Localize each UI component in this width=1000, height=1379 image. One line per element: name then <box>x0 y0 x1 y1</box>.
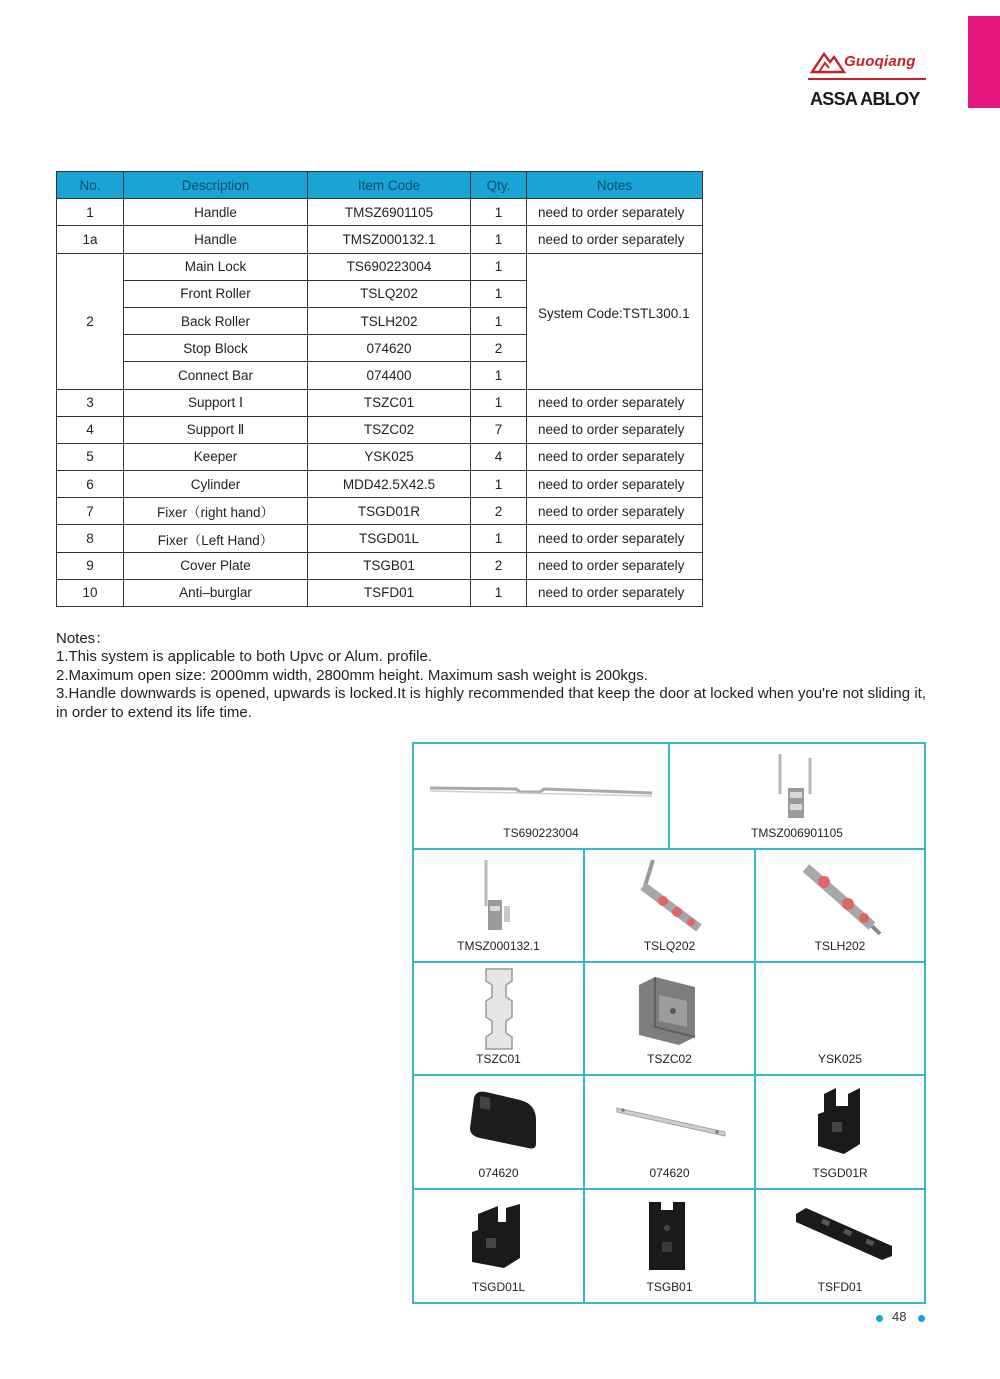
stop-block-icon <box>466 1088 542 1154</box>
brand-mark-icon <box>810 50 846 74</box>
roller-icon <box>798 860 888 938</box>
header-no: No. <box>57 172 124 199</box>
parts-gallery <box>412 742 926 1304</box>
fixer-icon <box>814 1084 868 1158</box>
table-row: Stop Block 074620 2 <box>57 335 703 362</box>
anti-burglar-icon <box>792 1204 896 1262</box>
gallery-cell: TMSZ006901105 <box>669 743 925 849</box>
gallery-cell: TSLQ202 <box>584 849 755 962</box>
table-row: 9 Cover Plate TSGB01 2 need to order separately <box>57 552 703 579</box>
header-qty: Qty. <box>471 172 527 199</box>
support-icon <box>482 967 516 1051</box>
table-row: Connect Bar 074400 1 <box>57 362 703 389</box>
brand-name: Guoqiang <box>844 53 916 70</box>
gallery-cell: 074620 <box>413 1075 584 1189</box>
page-number <box>874 1308 930 1328</box>
connect-bar-icon <box>613 1102 729 1140</box>
note-line: 1.This system is applicable to both Upvc or Alum. profile. <box>56 648 432 666</box>
brand-logo <box>806 46 930 112</box>
header-description: Description <box>124 172 308 199</box>
gallery-cell: TSGD01R <box>755 1075 925 1189</box>
handle-icon <box>774 748 820 828</box>
gallery-cell: TMSZ000132.1 <box>413 849 584 962</box>
handle-icon <box>474 856 518 934</box>
table-row: 5 Keeper YSK025 4 need to order separately <box>57 443 703 470</box>
page-dot-left <box>876 1315 883 1322</box>
notes-section <box>56 630 926 722</box>
lock-bar-icon <box>428 780 656 804</box>
table-row: 4 Support Ⅱ TSZC02 7 need to order separately <box>57 416 703 443</box>
table-row: 1a Handle TMSZ000132.1 1 need to order separately <box>57 226 703 253</box>
table-row: 1 Handle TMSZ6901105 1 need to order separately <box>57 199 703 226</box>
note-line: 3.Handle downwards is opened, upwards is locked.It is highly recommended that keep the door at locked when you're not sliding it, in order to extend its life time. <box>56 685 926 721</box>
brand-sub: ASSA ABLOY <box>810 89 920 109</box>
table-row: Back Roller TSLH202 1 <box>57 307 703 334</box>
table-row: 10 Anti–burglar TSFD01 1 need to order separately <box>57 579 703 606</box>
gallery-cell: YSK025 <box>755 962 925 1075</box>
gallery-cell: TSLH202 <box>755 849 925 962</box>
gallery-cell: TSGB01 <box>584 1189 755 1303</box>
table-row: 7 Fixer（right hand） TSGD01R 2 need to order separately <box>57 498 703 525</box>
parts-table <box>56 171 703 607</box>
roller-icon <box>633 856 709 936</box>
gallery-cell: TSZC02 <box>584 962 755 1075</box>
cover-plate-icon <box>645 1198 689 1274</box>
gallery-cell: TS690223004 <box>413 743 669 849</box>
table-row: Front Roller TSLQ202 1 <box>57 280 703 307</box>
gallery-cell: 074620 <box>584 1075 755 1189</box>
header-notes: Notes <box>527 172 703 199</box>
gallery-cell: TSGD01L <box>413 1189 584 1303</box>
bracket-icon <box>635 975 699 1045</box>
section-color-tab <box>968 16 1000 108</box>
notes-title: Notes： <box>56 630 111 647</box>
table-row: 6 Cylinder MDD42.5X42.5 1 need to order separately <box>57 471 703 498</box>
table-row: 2 Main Lock TS690223004 1 System Code:TSTL300.1 <box>57 253 703 280</box>
system-code-note: System Code:TSTL300.1 <box>527 253 703 389</box>
table-row: 3 Support Ⅰ TSZC01 1 need to order separately <box>57 389 703 416</box>
header-item-code: Item Code <box>308 172 471 199</box>
gallery-cell: TSFD01 <box>755 1189 925 1303</box>
page-number-text: 48 <box>892 1309 907 1324</box>
note-line: 2.Maximum open size: 2000mm width, 2800mm height. Maximum sash weight is 200kgs. <box>56 666 648 684</box>
table-row: 8 Fixer（Left Hand） TSGD01L 1 need to order separately <box>57 525 703 552</box>
fixer-icon <box>468 1202 526 1276</box>
gallery-cell: TSZC01 <box>413 962 584 1075</box>
brand-rule <box>808 78 926 80</box>
page-dot-right <box>918 1315 925 1322</box>
table-header-row <box>57 172 703 199</box>
